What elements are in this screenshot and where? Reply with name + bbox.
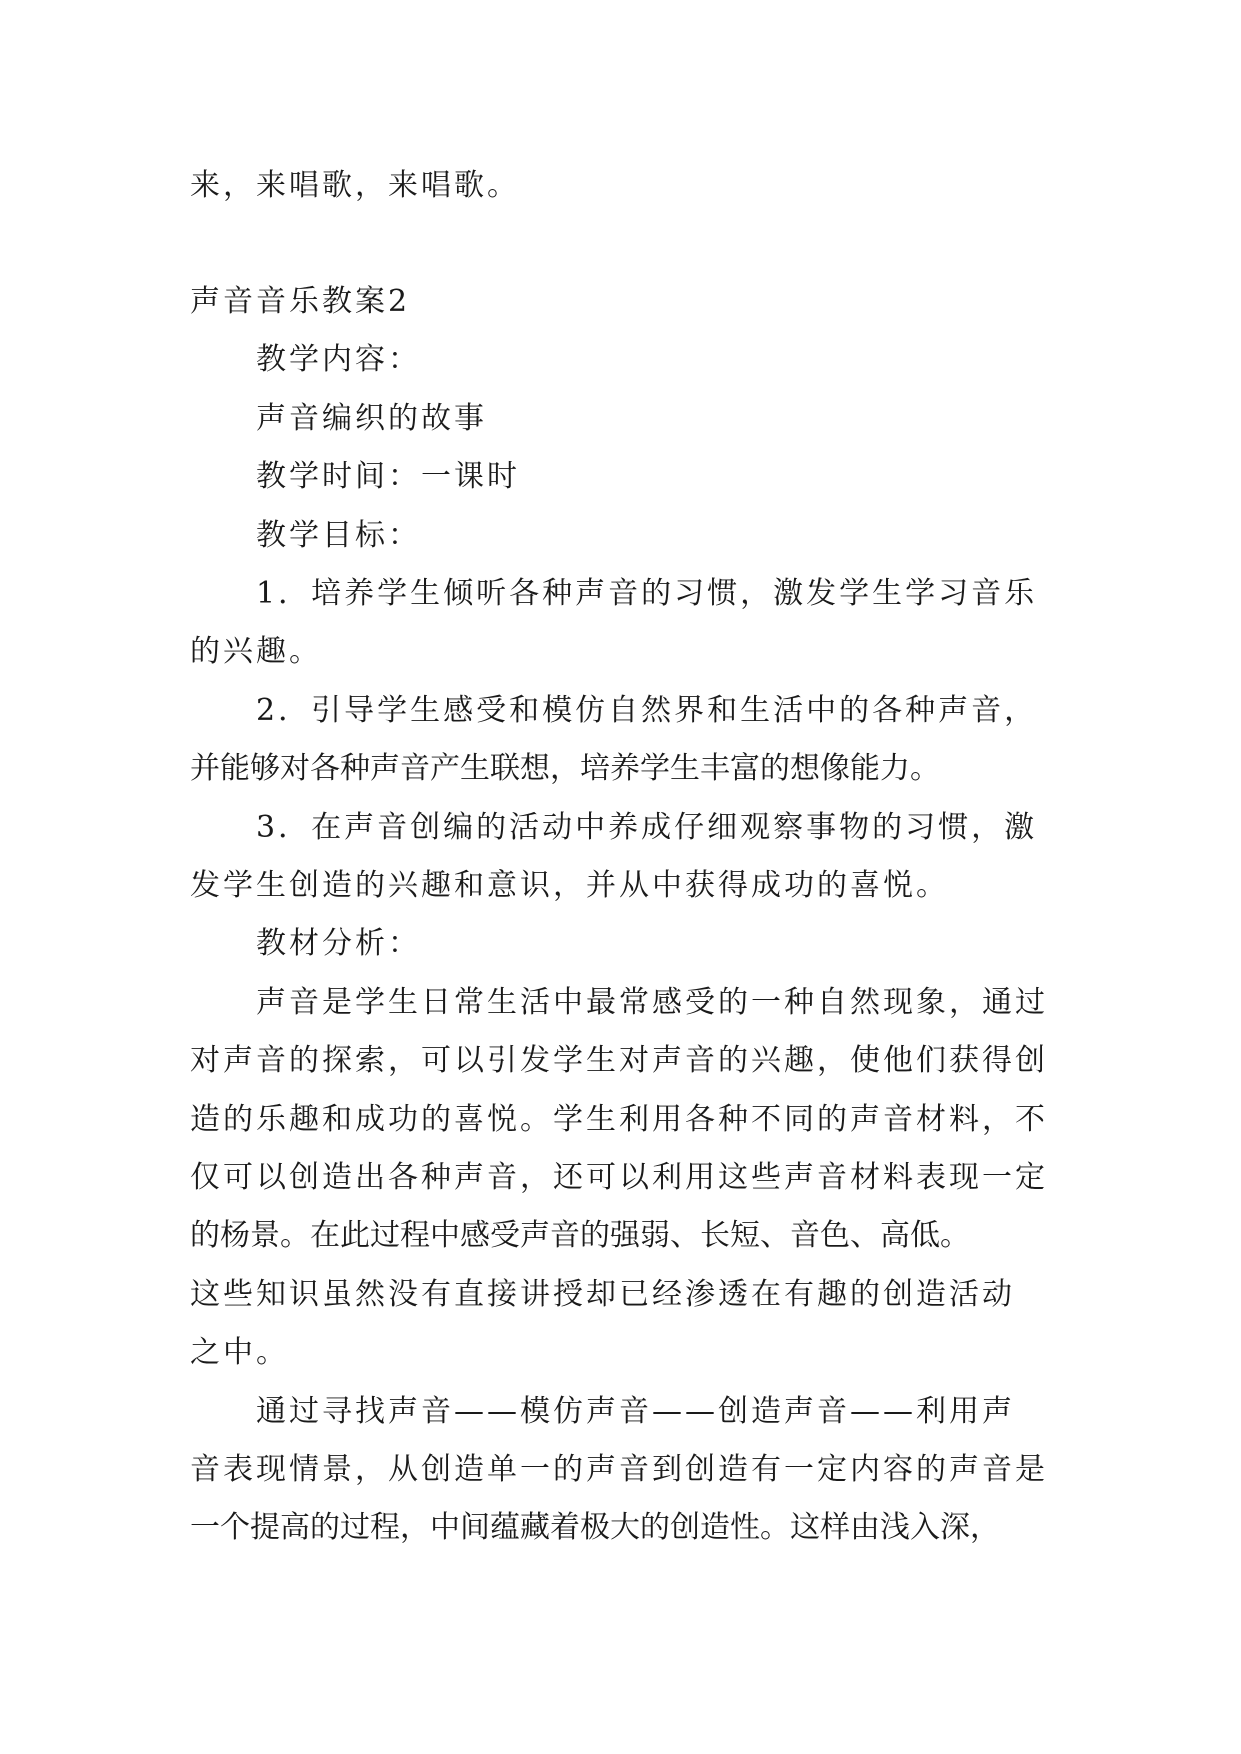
text-line: 1．培养学生倾听各种声音的习惯，激发学生学习音乐 bbox=[256, 576, 1038, 611]
text-line: 2．引导学生感受和模仿自然界和生活中的各种声音， bbox=[256, 693, 1038, 728]
text-line: 声音编织的故事 bbox=[256, 401, 487, 436]
text-line: 通过寻找声音——模仿声音——创造声音——利用声 bbox=[256, 1394, 1015, 1429]
section-heading: 声音音乐教案2 bbox=[190, 284, 411, 319]
text-line: 仅可以创造出各种声音，还可以利用这些声音材料表现一定 bbox=[190, 1160, 1048, 1195]
text-line: 发学生创造的兴趣和意识，并从中获得成功的喜悦。 bbox=[190, 868, 949, 903]
text-line: 教学时间：一课时 bbox=[256, 459, 520, 494]
text-line: 之中。 bbox=[190, 1335, 289, 1370]
text-line: 声音是学生日常生活中最常感受的一种自然现象，通过 bbox=[256, 985, 1048, 1020]
text-line: 教学内容： bbox=[256, 342, 421, 377]
text-line: 来，来唱歌，来唱歌。 bbox=[190, 168, 520, 203]
text-line: 一个提高的过程，中间蕴藏着极大的创造性。这样由浅入深， bbox=[190, 1510, 1000, 1545]
text-line: 教材分析： bbox=[256, 926, 421, 961]
text-line: 教学目标： bbox=[256, 518, 421, 553]
text-line: 这些知识虽然没有直接讲授却已经渗透在有趣的创造活动 bbox=[190, 1277, 1015, 1312]
text-line: 音表现情景，从创造单一的声音到创造有一定内容的声音是 bbox=[190, 1452, 1048, 1487]
text-line: 的兴趣。 bbox=[190, 634, 322, 669]
text-line: 对声音的探索，可以引发学生对声音的兴趣，使他们获得创 bbox=[190, 1043, 1048, 1078]
text-line: 造的乐趣和成功的喜悦。学生利用各种不同的声音材料，不 bbox=[190, 1102, 1048, 1137]
text-line: 的杨景。在此过程中感受声音的强弱、长短、音色、高低。 bbox=[190, 1218, 970, 1253]
text-line: 3．在声音创编的活动中养成仔细观察事物的习惯，激 bbox=[256, 810, 1038, 845]
text-line: 并能够对各种声音产生联想，培养学生丰富的想像能力。 bbox=[190, 751, 940, 786]
